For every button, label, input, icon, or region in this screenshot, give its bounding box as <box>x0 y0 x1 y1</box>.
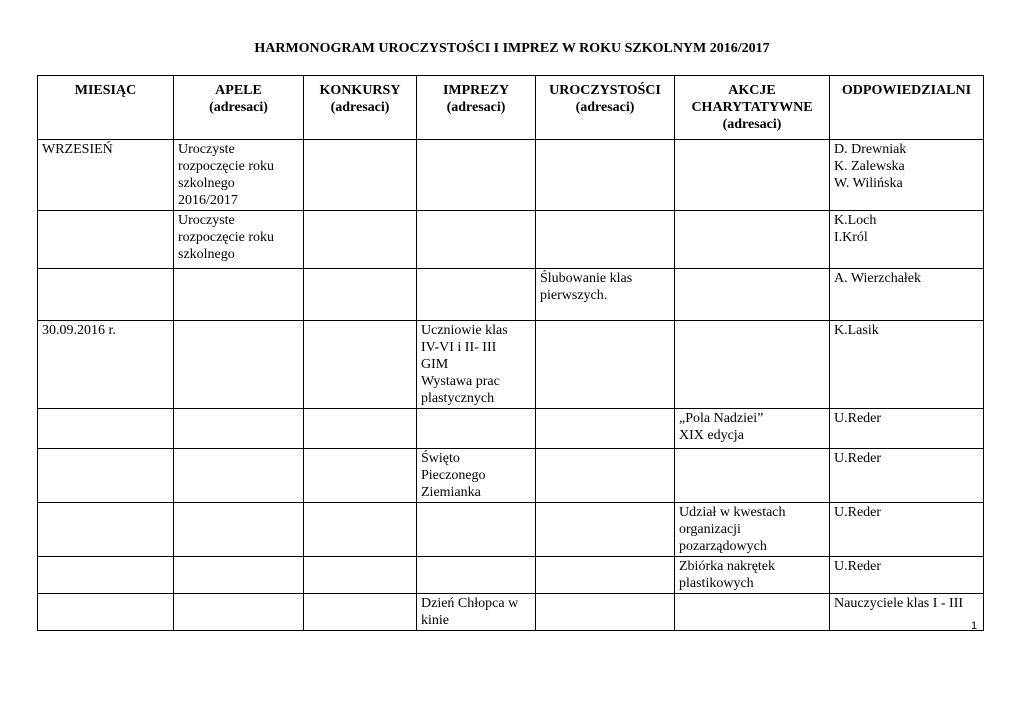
header-ceremonies: UROCZYSTOŚCI (adresaci) <box>536 76 675 140</box>
cell-contests <box>304 449 417 503</box>
cell-events: Święto Pieczonego Ziemianka <box>417 449 536 503</box>
cell-assemblies <box>174 321 304 409</box>
cell-month: 30.09.2016 r. <box>38 321 174 409</box>
cell-events: Uczniowie klas IV-VI i II- III GIM Wystawa prac plastycznych <box>417 321 536 409</box>
cell-assemblies <box>174 409 304 449</box>
cell-contests <box>304 269 417 321</box>
schedule-table <box>37 75 984 631</box>
cell-ceremonies <box>536 409 675 449</box>
cell-contests <box>304 557 417 594</box>
header-responsible: ODPOWIEDZIALNI <box>830 76 984 140</box>
cell-charity-actions: „Pola Nadziei” XIX edycja <box>675 409 830 449</box>
cell-charity-actions <box>675 269 830 321</box>
cell-events <box>417 211 536 269</box>
cell-ceremonies: Ślubowanie klas pierwszych. <box>536 269 675 321</box>
cell-ceremonies <box>536 211 675 269</box>
header-contests: KONKURSY (adresaci) <box>304 76 417 140</box>
cell-responsible: U.Reder <box>830 449 984 503</box>
cell-charity-actions: Udział w kwestach organizacji pozarządowych <box>675 503 830 557</box>
header-charity-actions: AKCJE CHARYTATYWNE (adresaci) <box>675 76 830 140</box>
cell-charity-actions <box>675 321 830 409</box>
cell-contests <box>304 409 417 449</box>
cell-charity-actions <box>675 211 830 269</box>
cell-responsible: K.Loch I.Król <box>830 211 984 269</box>
table-header-row <box>38 76 984 140</box>
table-row <box>38 211 984 269</box>
cell-events <box>417 503 536 557</box>
cell-ceremonies <box>536 140 675 211</box>
cell-month <box>38 269 174 321</box>
cell-assemblies <box>174 557 304 594</box>
cell-responsible: A. Wierzchałek <box>830 269 984 321</box>
cell-contests <box>304 211 417 269</box>
cell-charity-actions <box>675 140 830 211</box>
cell-events <box>417 557 536 594</box>
cell-assemblies <box>174 449 304 503</box>
cell-month <box>38 557 174 594</box>
cell-events <box>417 140 536 211</box>
cell-month <box>38 409 174 449</box>
cell-responsible: U.Reder <box>830 409 984 449</box>
cell-responsible: U.Reder <box>830 557 984 594</box>
cell-assemblies: Uroczyste rozpoczęcie roku szkolnego 2016/2017 <box>174 140 304 211</box>
document-title: HARMONOGRAM UROCZYSTOŚCI I IMPREZ W ROKU SZKOLNYM 2016/2017 <box>254 41 770 56</box>
cell-ceremonies <box>536 503 675 557</box>
header-assemblies: APELE (adresaci) <box>174 76 304 140</box>
cell-month <box>38 211 174 269</box>
cell-ceremonies <box>536 449 675 503</box>
table-row <box>38 140 984 211</box>
cell-contests <box>304 594 417 631</box>
cell-ceremonies <box>536 321 675 409</box>
cell-assemblies <box>174 503 304 557</box>
cell-month <box>38 594 174 631</box>
cell-charity-actions: Zbiórka nakrętek plastikowych <box>675 557 830 594</box>
cell-ceremonies <box>536 594 675 631</box>
cell-month: WRZESIEŃ <box>38 140 174 211</box>
cell-assemblies: Uroczyste rozpoczęcie roku szkolnego <box>174 211 304 269</box>
table-row <box>38 594 984 631</box>
table-row <box>38 269 984 321</box>
cell-contests <box>304 321 417 409</box>
cell-ceremonies <box>536 557 675 594</box>
cell-responsible: K.Lasik <box>830 321 984 409</box>
header-events: IMPREZY (adresaci) <box>417 76 536 140</box>
cell-responsible: Nauczyciele klas I - III <box>830 594 984 631</box>
cell-contests <box>304 503 417 557</box>
cell-contests <box>304 140 417 211</box>
cell-month <box>38 503 174 557</box>
cell-charity-actions <box>675 594 830 631</box>
cell-events <box>417 269 536 321</box>
cell-responsible: U.Reder <box>830 503 984 557</box>
cell-events: Dzień Chłopca w kinie <box>417 594 536 631</box>
cell-charity-actions <box>675 449 830 503</box>
table-row <box>38 449 984 503</box>
cell-month <box>38 449 174 503</box>
cell-assemblies <box>174 269 304 321</box>
table-row <box>38 557 984 594</box>
table-row <box>38 409 984 449</box>
table-row <box>38 321 984 409</box>
table-row <box>38 503 984 557</box>
cell-events <box>417 409 536 449</box>
header-month: MIESIĄC <box>38 76 174 140</box>
page-number: 1 <box>970 620 978 632</box>
cell-responsible: D. Drewniak K. Zalewska W. Wilińska <box>830 140 984 211</box>
cell-assemblies <box>174 594 304 631</box>
